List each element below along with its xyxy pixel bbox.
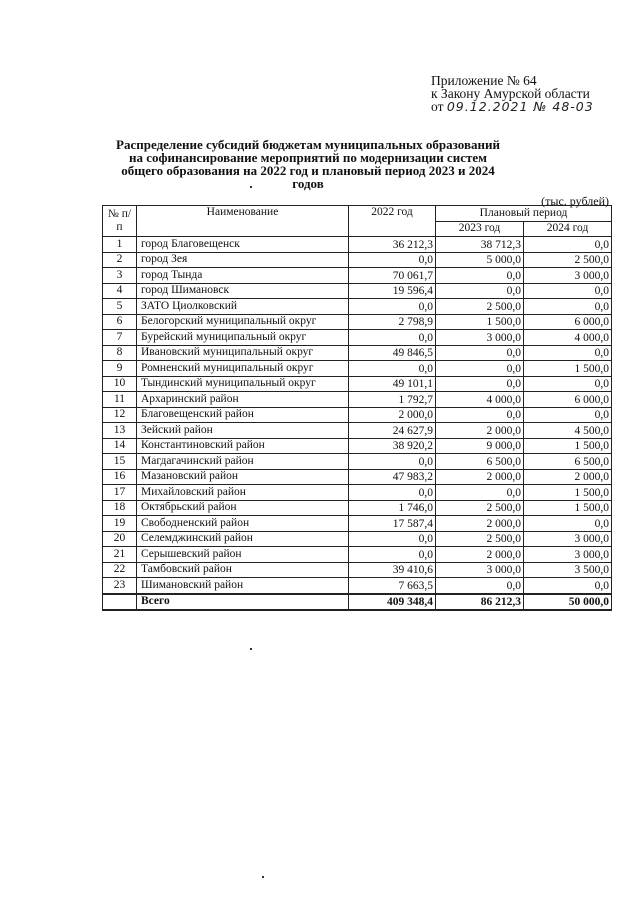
- table-row: [103, 438, 612, 454]
- table-row: [103, 423, 612, 439]
- row-2024: 6 000,0: [524, 392, 612, 408]
- row-2024: 3 500,0: [524, 562, 612, 578]
- row-name: город Благовещенск: [137, 237, 349, 253]
- row-name: Тындинский муниципальный округ: [137, 376, 349, 392]
- row-number: 7: [103, 330, 137, 346]
- table-row: [103, 547, 612, 563]
- header-2023: 2023 год: [436, 221, 524, 237]
- row-name: Октябрьский район: [137, 500, 349, 516]
- row-2022: 70 061,7: [349, 268, 436, 284]
- table-row: [103, 562, 612, 578]
- header-number: № п/п: [103, 206, 137, 237]
- scan-speck: [250, 648, 252, 650]
- total-row: [103, 594, 612, 611]
- scan-speck: [250, 186, 252, 188]
- row-name: город Шимановск: [137, 283, 349, 299]
- total-label: Всего: [137, 594, 349, 611]
- row-2024: 3 000,0: [524, 531, 612, 547]
- row-2022: 47 983,2: [349, 469, 436, 485]
- table-row: [103, 531, 612, 547]
- row-2024: 0,0: [524, 578, 612, 594]
- row-name: Белогорский муниципальный округ: [137, 314, 349, 330]
- row-2022: 0,0: [349, 547, 436, 563]
- table-row: [103, 516, 612, 532]
- row-2024: 2 500,0: [524, 252, 612, 268]
- row-2024: 4 500,0: [524, 423, 612, 439]
- row-2023: 0,0: [436, 376, 524, 392]
- table-row: [103, 268, 612, 284]
- row-2024: 1 500,0: [524, 485, 612, 501]
- row-2023: 2 500,0: [436, 500, 524, 516]
- row-number: 8: [103, 345, 137, 361]
- row-2022: 17 587,4: [349, 516, 436, 532]
- row-name: Свободненский район: [137, 516, 349, 532]
- appendix-law-reference: к Закону Амурской области: [431, 86, 590, 101]
- row-number: 1: [103, 237, 137, 253]
- row-2023: 0,0: [436, 268, 524, 284]
- total-2023: 86 212,3: [436, 594, 524, 611]
- row-2024: 0,0: [524, 283, 612, 299]
- row-2023: 2 000,0: [436, 516, 524, 532]
- units-label: (тыс. рублей): [541, 194, 609, 208]
- row-number: 9: [103, 361, 137, 377]
- table-header-row: [103, 206, 612, 222]
- row-2024: 3 000,0: [524, 268, 612, 284]
- row-2022: 1 792,7: [349, 392, 436, 408]
- row-2023: 0,0: [436, 361, 524, 377]
- table-row: [103, 283, 612, 299]
- row-2022: 49 101,1: [349, 376, 436, 392]
- row-2022: 19 596,4: [349, 283, 436, 299]
- row-name: Магдагачинский район: [137, 454, 349, 470]
- row-2023: 2 000,0: [436, 423, 524, 439]
- row-2023: 6 500,0: [436, 454, 524, 470]
- row-2024: 0,0: [524, 237, 612, 253]
- row-2022: 2 798,9: [349, 314, 436, 330]
- row-name: Шимановский район: [137, 578, 349, 594]
- row-2023: 5 000,0: [436, 252, 524, 268]
- total-2022: 409 348,4: [349, 594, 436, 611]
- row-number: 2: [103, 252, 137, 268]
- row-2023: 2 000,0: [436, 469, 524, 485]
- row-name: Благовещенский район: [137, 407, 349, 423]
- row-number: 17: [103, 485, 137, 501]
- row-name: Селемджинский район: [137, 531, 349, 547]
- header-plan-period: Плановый период: [436, 206, 612, 222]
- row-2022: 0,0: [349, 531, 436, 547]
- table-row: [103, 500, 612, 516]
- table-row: [103, 469, 612, 485]
- header-name: Наименование: [137, 206, 349, 237]
- row-number: 13: [103, 423, 137, 439]
- row-name: Константиновский район: [137, 438, 349, 454]
- row-name: Бурейский муниципальный округ: [137, 330, 349, 346]
- row-2022: 49 846,5: [349, 345, 436, 361]
- row-number: 6: [103, 314, 137, 330]
- table-row: [103, 392, 612, 408]
- table-row: [103, 578, 612, 594]
- row-2024: 1 500,0: [524, 438, 612, 454]
- row-name: ЗАТО Циолковский: [137, 299, 349, 315]
- total-2024: 50 000,0: [524, 594, 612, 611]
- row-number: 10: [103, 376, 137, 392]
- row-2024: 1 500,0: [524, 500, 612, 516]
- row-2023: 4 000,0: [436, 392, 524, 408]
- row-2023: 0,0: [436, 578, 524, 594]
- row-number: 3: [103, 268, 137, 284]
- row-2023: 2 000,0: [436, 547, 524, 563]
- row-name: Архаринский район: [137, 392, 349, 408]
- table-row: [103, 330, 612, 346]
- appendix-date-line: [431, 100, 636, 113]
- row-number: 11: [103, 392, 137, 408]
- appendix-block: [431, 74, 636, 113]
- row-2024: 1 500,0: [524, 361, 612, 377]
- row-number: 18: [103, 500, 137, 516]
- row-2022: 24 627,9: [349, 423, 436, 439]
- row-number: 14: [103, 438, 137, 454]
- row-2024: 2 000,0: [524, 469, 612, 485]
- row-number: 15: [103, 454, 137, 470]
- row-2023: 3 000,0: [436, 562, 524, 578]
- row-name: город Тында: [137, 268, 349, 284]
- table-row: [103, 454, 612, 470]
- header-2024: 2024 год: [524, 221, 612, 237]
- table-row: [103, 361, 612, 377]
- row-name: Тамбовский район: [137, 562, 349, 578]
- row-2024: 0,0: [524, 345, 612, 361]
- row-2022: 1 746,0: [349, 500, 436, 516]
- table-row: [103, 237, 612, 253]
- row-2024: 3 000,0: [524, 547, 612, 563]
- row-number: 12: [103, 407, 137, 423]
- row-number: 20: [103, 531, 137, 547]
- row-2024: 0,0: [524, 516, 612, 532]
- row-2023: 1 500,0: [436, 314, 524, 330]
- row-2022: 7 663,5: [349, 578, 436, 594]
- row-name: город Зея: [137, 252, 349, 268]
- row-number: 16: [103, 469, 137, 485]
- row-2024: 6 000,0: [524, 314, 612, 330]
- row-2022: 0,0: [349, 299, 436, 315]
- row-2024: 0,0: [524, 407, 612, 423]
- row-2023: 0,0: [436, 345, 524, 361]
- header-2022: 2022 год: [349, 206, 436, 237]
- row-2024: 0,0: [524, 376, 612, 392]
- table-row: [103, 314, 612, 330]
- appendix-number: Приложение № 64: [431, 73, 537, 88]
- row-name: Ромненский муниципальный округ: [137, 361, 349, 377]
- table-row: [103, 376, 612, 392]
- row-name: Зейский район: [137, 423, 349, 439]
- table-row: [103, 407, 612, 423]
- row-2023: 0,0: [436, 283, 524, 299]
- scan-speck: [262, 876, 264, 878]
- row-2023: 0,0: [436, 485, 524, 501]
- row-name: Ивановский муниципальный округ: [137, 345, 349, 361]
- row-2024: 6 500,0: [524, 454, 612, 470]
- table-row: [103, 485, 612, 501]
- row-2022: 0,0: [349, 330, 436, 346]
- table-row: [103, 345, 612, 361]
- subsidy-table: [102, 205, 612, 611]
- total-empty-cell: [103, 594, 137, 611]
- appendix-date-prefix: от: [431, 99, 444, 114]
- table-row: [103, 252, 612, 268]
- document-title: Распределение субсидий бюджетам муниципальных образований на софинансирование мероприятий по модернизации систем общего образования на 2022 год и плановый период 2023 и 2024 годов: [116, 137, 500, 191]
- row-2023: 38 712,3: [436, 237, 524, 253]
- row-2023: 2 500,0: [436, 299, 524, 315]
- row-number: 19: [103, 516, 137, 532]
- handwritten-date-number: 09.12.2021 № 48-03: [446, 99, 594, 114]
- row-2022: 0,0: [349, 252, 436, 268]
- row-2022: 36 212,3: [349, 237, 436, 253]
- row-number: 4: [103, 283, 137, 299]
- row-2023: 2 500,0: [436, 531, 524, 547]
- row-name: Михайловский район: [137, 485, 349, 501]
- row-name: Серышевский район: [137, 547, 349, 563]
- row-2022: 39 410,6: [349, 562, 436, 578]
- row-2022: 0,0: [349, 454, 436, 470]
- row-2022: 0,0: [349, 485, 436, 501]
- row-number: 21: [103, 547, 137, 563]
- row-2022: 0,0: [349, 361, 436, 377]
- row-2023: 0,0: [436, 407, 524, 423]
- row-name: Мазановский район: [137, 469, 349, 485]
- table-body: [103, 237, 612, 594]
- row-2023: 9 000,0: [436, 438, 524, 454]
- row-2024: 0,0: [524, 299, 612, 315]
- row-number: 5: [103, 299, 137, 315]
- row-number: 22: [103, 562, 137, 578]
- table-row: [103, 299, 612, 315]
- row-2023: 3 000,0: [436, 330, 524, 346]
- row-number: 23: [103, 578, 137, 594]
- row-2022: 2 000,0: [349, 407, 436, 423]
- row-2024: 4 000,0: [524, 330, 612, 346]
- row-2022: 38 920,2: [349, 438, 436, 454]
